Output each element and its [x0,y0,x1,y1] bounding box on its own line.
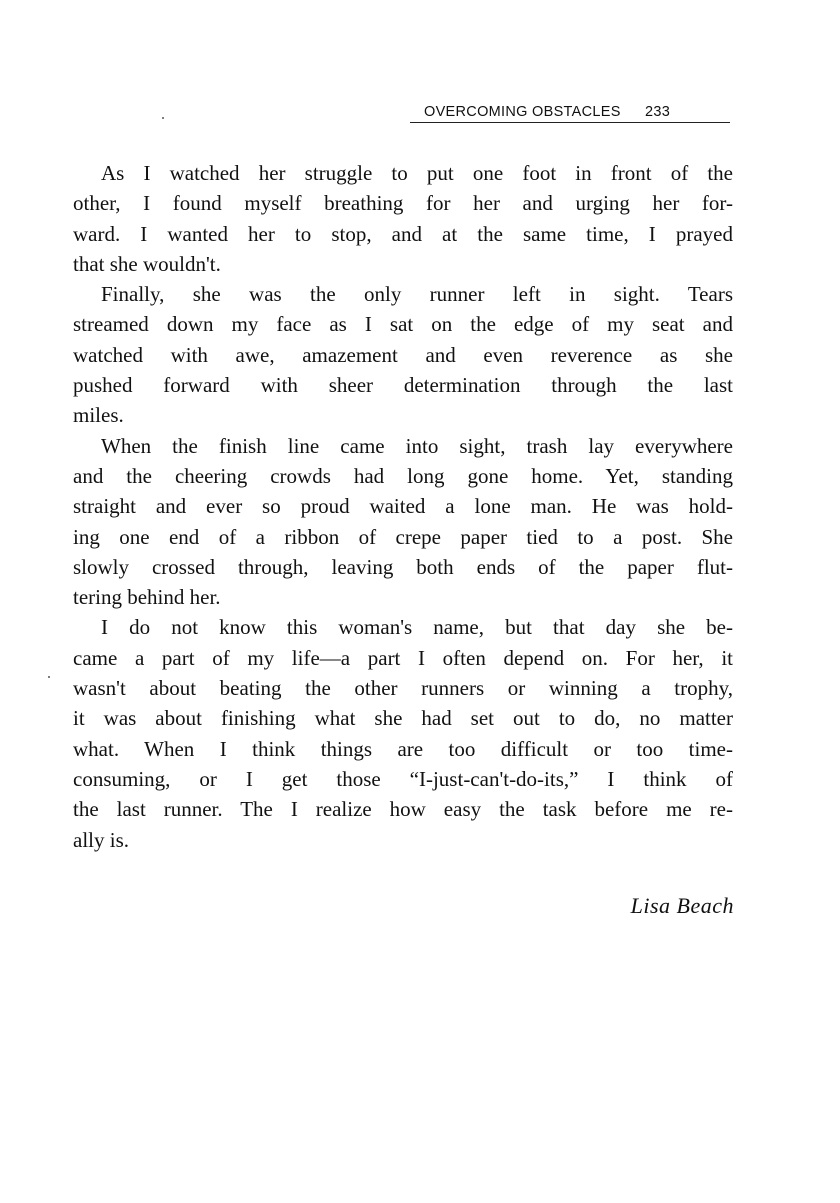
text-line: watched with awe, amazement and even reverence as she [73,342,733,367]
text-line: that she wouldn't. [73,251,221,276]
text-line: When the finish line came into sight, trash lay everywhere [101,433,733,458]
text-line: ing one end of a ribbon of crepe paper tied to a post. She [73,524,733,549]
paragraph [73,431,733,613]
text-line: streamed down my face as I sat on the edge of my seat and [73,312,733,337]
author-attribution: Lisa Beach [630,893,734,918]
running-header [410,104,730,123]
text-line: the last runner. The I realize how easy the task before me re- [73,797,733,822]
page-number: 233 [645,104,671,120]
text-line: wasn't about beating the other runners or winning a trophy, [73,676,733,701]
paragraph [73,158,733,279]
text-line: As I watched her struggle to put one foot in front of the [101,161,733,185]
text-line: slowly crossed through, leaving both ends of the paper flut- [73,554,733,579]
text-line: ally is. [73,827,129,852]
text-line: pushed forward with sheer determination through the last [73,373,733,398]
chapter-title: OVERCOMING OBSTACLES [424,104,621,120]
text-line: it was about finishing what she had set out to do, no matter [73,706,733,731]
text-line: consuming, or I get those “I-just-can't-do-its,” I think of [73,766,733,791]
text-line: Finally, she was the only runner left in sight. Tears [101,282,733,307]
scan-speck [162,117,164,119]
text-line: straight and ever so proud waited a lone man. He was hold- [73,494,733,519]
paragraph [73,279,733,430]
text-line: tering behind her. [73,585,221,610]
scan-speck [48,676,50,678]
text-line: ward. I wanted her to stop, and at the same time, I prayed [73,221,733,246]
text-line: other, I found myself breathing for her and urging her for- [73,191,733,216]
text-line: and the cheering crowds had long gone home. Yet, standing [73,463,733,488]
story-body [73,158,733,855]
text-line: miles. [73,403,124,428]
text-line: I do not know this woman's name, but that day she be- [101,615,733,640]
text-line: what. When I think things are too difficult or too time- [73,736,733,761]
paragraph [73,612,733,854]
text-line: came a part of my life—a part I often depend on. For her, it [73,645,733,670]
